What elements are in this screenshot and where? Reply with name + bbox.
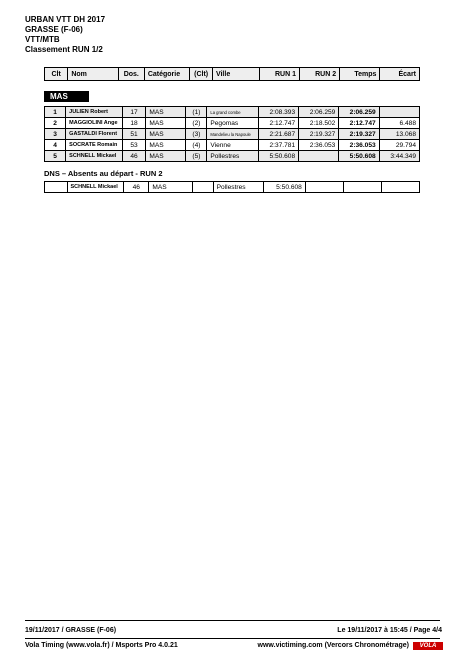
city-cell: Pollestres — [207, 151, 259, 162]
col-ville: Ville — [212, 68, 259, 81]
time-cell — [343, 182, 381, 193]
rank-cell: 1 — [45, 107, 66, 118]
col-temps: Temps — [340, 68, 380, 81]
table-row — [45, 140, 420, 151]
run1-cell: 5:50.608 — [258, 151, 298, 162]
col-run1: RUN 1 — [259, 68, 299, 81]
rank-cell: 3 — [45, 129, 66, 140]
name-cell: JULIEN Robert — [66, 107, 123, 118]
event-discipline: VTT/MTB — [25, 35, 60, 44]
run1-cell: 2:12.747 — [258, 118, 298, 129]
results-table — [44, 106, 420, 162]
category-cell: MAS — [146, 118, 186, 129]
vola-logo: VOLA — [413, 642, 443, 650]
event-location: GRASSE (F-06) — [25, 25, 83, 34]
time-cell: 2:06.259 — [339, 107, 379, 118]
run1-cell: 2:21.687 — [258, 129, 298, 140]
rank-cell: 2 — [45, 118, 66, 129]
gap-cell: 13.068 — [379, 129, 419, 140]
gap-cell: 3:44.349 — [379, 151, 419, 162]
table-row — [45, 107, 420, 118]
footer-software: Vola Timing (www.vola.fr) / Msports Pro 4.0.21 — [25, 642, 178, 649]
bib-cell: 18 — [122, 118, 146, 129]
bib-cell: 46 — [124, 182, 149, 193]
run2-cell — [305, 182, 343, 193]
rank-cell: 5 — [45, 151, 66, 162]
run2-cell: 2:18.502 — [299, 118, 339, 129]
rank-cell: 4 — [45, 140, 66, 151]
footer-page-info: Le 19/11/2017 à 15:45 / Page 4/4 — [337, 627, 442, 634]
bib-cell: 53 — [122, 140, 146, 151]
col-clt-cat: (Clt) — [190, 68, 213, 81]
city-cell: Pollestres — [213, 182, 264, 193]
column-header-row — [45, 68, 420, 81]
table-row — [45, 151, 420, 162]
dns-title: DNS – Absents au départ - RUN 2 — [44, 169, 163, 178]
category-cell: MAS — [146, 140, 186, 151]
run2-cell: 2:19.327 — [299, 129, 339, 140]
gap-cell: 6.488 — [379, 118, 419, 129]
col-clt: Clt — [45, 68, 68, 81]
run1-cell: 2:37.781 — [258, 140, 298, 151]
city-cell: Pegomas — [207, 118, 259, 129]
time-cell: 2:12.747 — [339, 118, 379, 129]
footer-divider-2 — [25, 638, 440, 639]
footer-divider — [25, 620, 440, 621]
col-run2: RUN 2 — [300, 68, 340, 81]
category-cell: MAS — [149, 182, 192, 193]
footer-date-location: 19/11/2017 / GRASSE (F-06) — [25, 627, 117, 634]
time-cell: 5:50.608 — [339, 151, 379, 162]
run1-cell: 2:08.393 — [258, 107, 298, 118]
gap-cell: 29.794 — [379, 140, 419, 151]
category-rank-cell — [192, 182, 213, 193]
name-cell: SOCRATE Romain — [66, 140, 123, 151]
gap-cell — [379, 107, 419, 118]
category-rank-cell: (3) — [186, 129, 207, 140]
document-header — [25, 15, 105, 55]
event-title: URBAN VTT DH 2017 — [25, 15, 106, 24]
col-categorie: Catégorie — [144, 68, 190, 81]
bib-cell: 17 — [122, 107, 146, 118]
name-cell: MAGGIOLINI Ange — [66, 118, 123, 129]
category-cell: MAS — [146, 129, 186, 140]
category-rank-cell: (1) — [186, 107, 207, 118]
run2-cell: 2:36.053 — [299, 140, 339, 151]
category-rank-cell: (5) — [186, 151, 207, 162]
table-row — [45, 129, 420, 140]
bib-cell: 46 — [122, 151, 146, 162]
time-cell: 2:19.327 — [339, 129, 379, 140]
category-label: MAS — [44, 91, 89, 102]
time-cell: 2:36.053 — [339, 140, 379, 151]
category-cell: MAS — [146, 151, 186, 162]
col-ecart: Écart — [380, 68, 420, 81]
gap-cell — [381, 182, 419, 193]
col-dos: Dos. — [118, 68, 144, 81]
category-rank-cell: (2) — [186, 118, 207, 129]
name-cell: SCHNELL Mickael — [66, 151, 123, 162]
name-cell: GASTALDI Florent — [66, 129, 123, 140]
bib-cell: 51 — [122, 129, 146, 140]
name-cell: SCHNELL Mickael — [67, 182, 124, 193]
classement-title: Classement RUN 1/2 — [25, 45, 103, 54]
run2-cell: 2:06.259 — [299, 107, 339, 118]
category-cell: MAS — [146, 107, 186, 118]
col-nom: Nom — [68, 68, 118, 81]
rank-cell — [45, 182, 68, 193]
run1-cell: 5:50.608 — [264, 182, 306, 193]
dns-row — [45, 182, 420, 193]
dns-table — [44, 181, 420, 193]
run2-cell — [299, 151, 339, 162]
city-cell: Vienne — [207, 140, 259, 151]
table-row — [45, 118, 420, 129]
column-header-table — [44, 67, 420, 81]
footer-website: www.victiming.com (Vercors Chronométrage) — [257, 642, 409, 649]
category-rank-cell: (4) — [186, 140, 207, 151]
city-cell: La grand combe — [207, 107, 259, 118]
city-cell: Mandelieu la Napoule — [207, 129, 259, 140]
